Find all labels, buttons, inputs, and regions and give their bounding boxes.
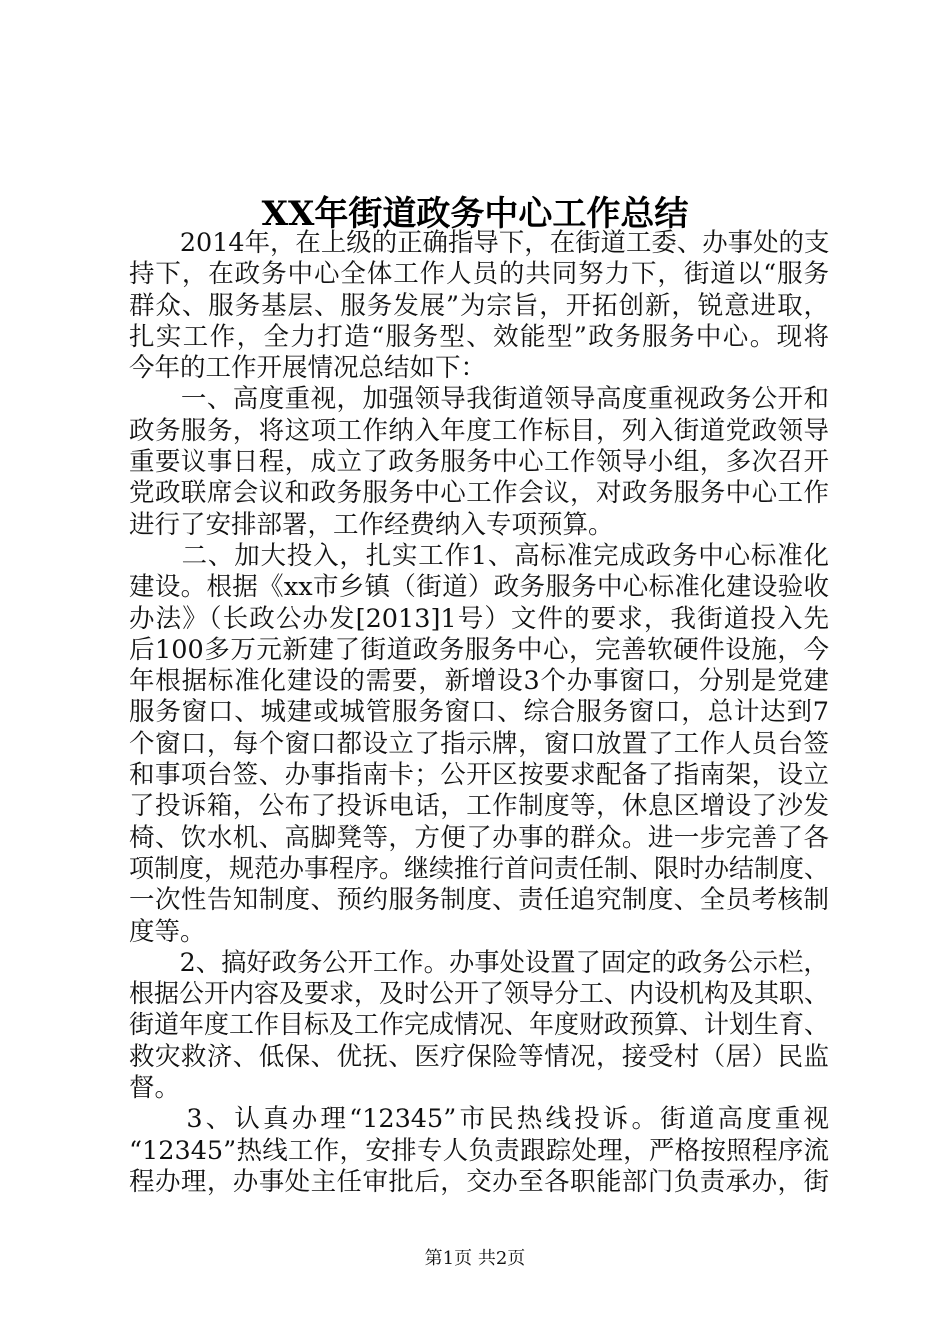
text-line: 根据公开内容及要求，及时公开了领导分工、内设机构及其职、 <box>129 979 830 1010</box>
text-line: 救灾救济、低保、优抚、医疗保险等情况，接受村（居）民监 <box>129 1041 829 1072</box>
text-line: 政务服务，将这项工作纳入年度工作标目，列入街道党政领导 <box>129 415 829 446</box>
text-line: 2014年，在上级的正确指导下，在街道工委、办事处的支 <box>129 228 830 258</box>
text-line: 椅、饮水机、高脚凳等，方便了办事的群众。进一步完善了各 <box>129 822 829 853</box>
document-title: XX年街道政务中心工作总结 <box>261 194 689 234</box>
text-line: 项制度，规范办事程序。继续推行首问责任制、限时办结制度、 <box>129 853 830 884</box>
text-line: 街道年度工作目标及工作完成情况、年度财政预算、计划生育、 <box>129 1010 830 1041</box>
text-line: 和事项台签、办事指南卡；公开区按要求配备了指南架，设立 <box>129 760 829 791</box>
text-line: 一、高度重视，加强领导我街道领导高度重视政务公开和 <box>129 384 829 415</box>
text-line: 二、加大投入，扎实工作1、高标准完成政务中心标准化 <box>129 540 829 571</box>
text-line: “12345”热线工作，安排专人负责跟踪处理，严格按照程序流 <box>129 1135 829 1166</box>
text-line: 今年的工作开展情况总结如下： <box>129 353 487 384</box>
text-line: 2、搞好政务公开工作。办事处设置了固定的政务公示栏， <box>129 947 829 978</box>
text-line: 后100多万元新建了街道政务服务中心，完善软硬件设施，今 <box>129 634 829 665</box>
text-line: 持下，在政务中心全体工作人员的共同努力下，街道以“服务 <box>129 259 829 290</box>
text-line: 3、认真办理“12345”市民热线投诉。街道高度重视 <box>129 1104 829 1135</box>
page-footer: 第1页 共2页 <box>424 1248 526 1269</box>
text-line: 年根据标准化建设的需要，新增设3个办事窗口，分别是党建 <box>129 666 829 697</box>
text-line: 程办理，办事处主任审批后，交办至各职能部门负责承办，街 <box>129 1166 829 1197</box>
text-line: 一次性告知制度、预约服务制度、责任追究制度、全员考核制 <box>129 885 829 916</box>
text-line: 党政联席会议和政务服务中心工作会议，对政务服务中心工作 <box>129 478 829 509</box>
text-line: 服务窗口、城建或城管服务窗口、综合服务窗口，总计达到7 <box>129 697 829 728</box>
text-line: 度等。 <box>129 916 206 947</box>
text-line: 了投诉箱，公布了投诉电话，工作制度等，休息区增设了沙发 <box>129 791 829 822</box>
text-line: 扎实工作，全力打造“服务型、效能型”政务服务中心。现将 <box>129 321 829 352</box>
text-line: 重要议事日程，成立了政务服务中心工作领导小组，多次召开 <box>129 447 829 478</box>
text-line: 建设。根据《xx市乡镇（街道）政务服务中心标准化建设验收 <box>129 572 829 603</box>
text-line: 办法》（长政公办发[2013]1号）文件的要求，我街道投入先 <box>129 603 829 634</box>
text-line: 个窗口，每个窗口都设立了指示牌，窗口放置了工作人员台签 <box>129 728 829 759</box>
text-line: 进行了安排部署，工作经费纳入专项预算。 <box>129 509 614 540</box>
text-line: 群众、服务基层、服务发展”为宗旨，开拓创新，锐意进取， <box>129 290 829 321</box>
document-body <box>129 228 829 1198</box>
text-line: 督。 <box>129 1073 181 1104</box>
